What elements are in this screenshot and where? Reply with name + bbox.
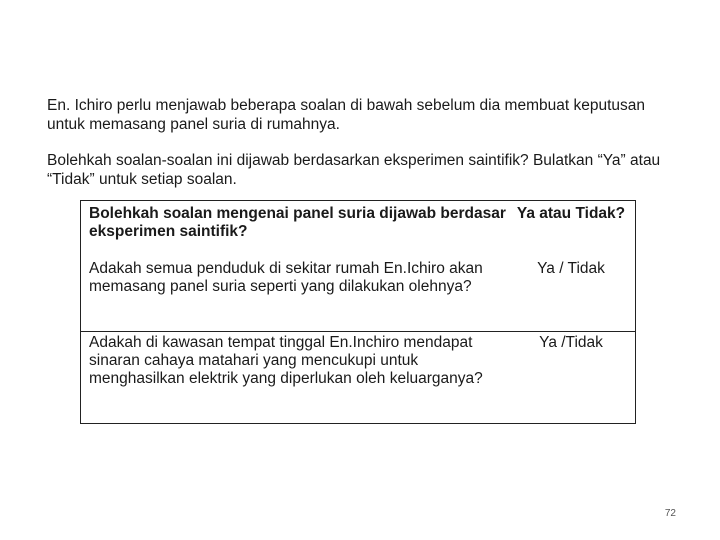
question-table [80, 200, 636, 424]
table-header-question: Bolehkah soalan mengenai panel suria dijawab berdasar eksperimen saintifik? [89, 205, 506, 240]
table-row-2-answer: Ya /Tidak [539, 334, 603, 351]
table-row-2-question: Adakah di kawasan tempat tinggal En.Inchiro mendapat sinaran cahaya matahari yang mencukupi untuk menghasilkan elektrik yang diperlukan oleh keluarganya? [89, 334, 483, 387]
table-row-1-answer: Ya / Tidak [537, 260, 605, 277]
table-row-1-question: Adakah semua penduduk di sekitar rumah En.Ichiro akan memasang panel suria seperti yang dilakukan olehnya? [89, 260, 483, 295]
instruction-paragraph: Bolehkah soalan-soalan ini dijawab berdasarkan eksperimen saintifik? Bulatkan “Ya” atau “Tidak” untuk setiap soalan. [47, 152, 661, 188]
page-number: 72 [664, 508, 676, 519]
table-header-answer: Ya atau Tidak? [516, 205, 626, 222]
table-row-divider [81, 331, 635, 332]
intro-paragraph: En. Ichiro perlu menjawab beberapa soalan di bawah sebelum dia membuat keputusan untuk memasang panel suria di rumahnya. [47, 97, 645, 133]
